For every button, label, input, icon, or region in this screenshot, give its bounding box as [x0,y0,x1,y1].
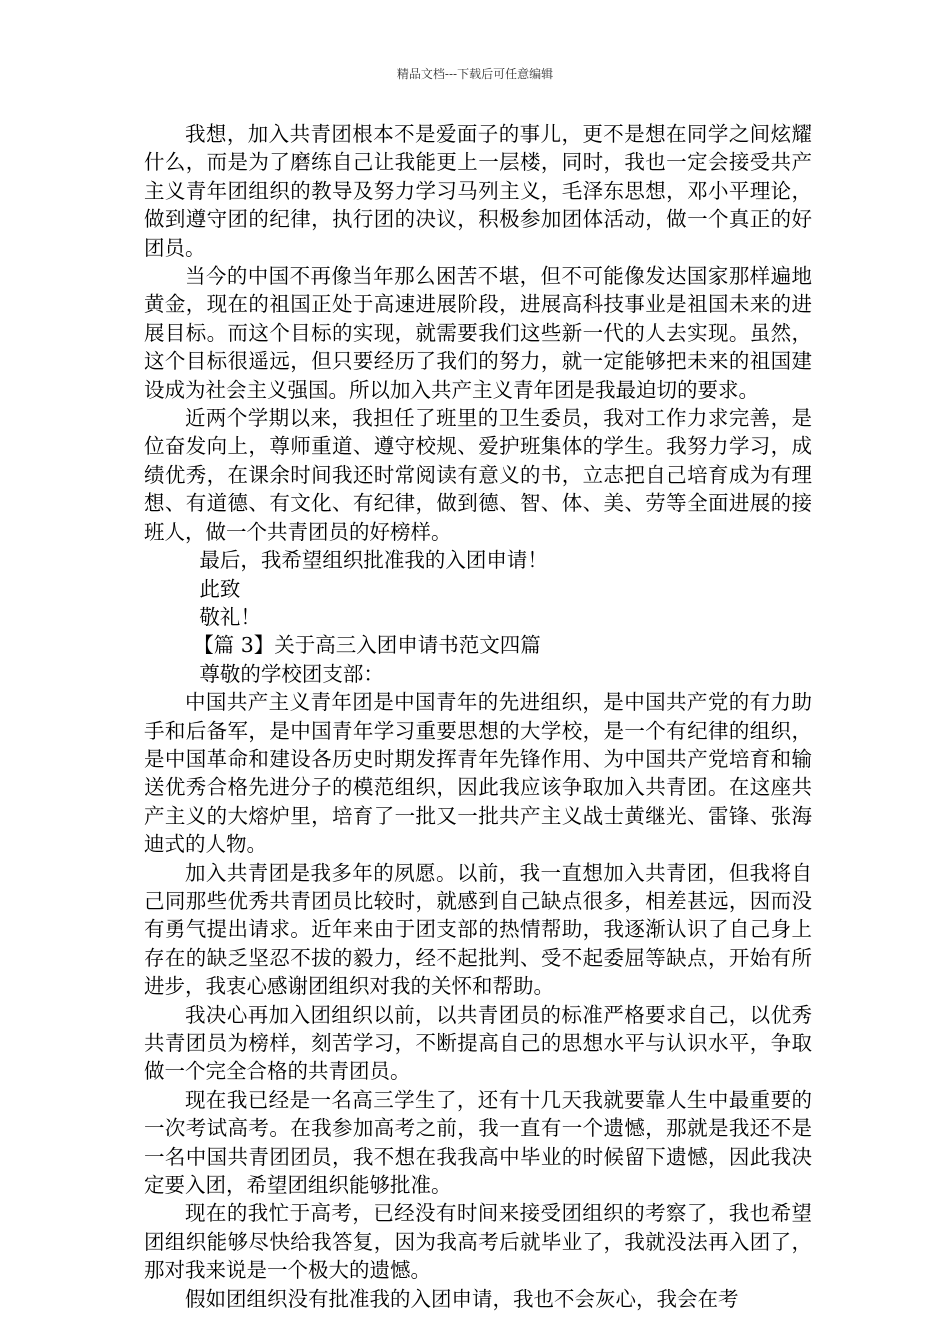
body-paragraph: 我决心再加入团组织以前，以共青团员的标准严格要求自己，以优秀共青团员为榜样，刻苦学习，不断提高自己的思想水平与认识水平，争取做一个完全合格的共青团员。 [144,1002,812,1084]
body-paragraph: 我想，加入共青团根本不是爱面子的事儿，更不是想在同学之间炫耀什么，而是为了磨练自己让我能更上一层楼，同时，我也一定会接受共产主义青年团组织的教导及努力学习马列主义，毛泽东思想，邓小平理论，做到遵守团的纪律，执行团的决议，积极参加团体活动，做一个真正的好团员。 [144,122,812,260]
body-paragraph: 假如团组织没有批准我的入团申请，我也不会灰心，我会在考 [185,1286,739,1311]
body-paragraph: 当今的中国不再像当年那么困苦不堪，但不可能像发达国家那样遍地黄金，现在的祖国正处于高速进展阶段，进展高科技事业是祖国未来的进展目标。而这个目标的实现，就需要我们这些新一代的人去实现。虽然，这个目标很遥远，但只要经历了我们的努力，就一定能够把未来的祖国建设成为社会主义强国。所以加入共产主义青年团是我最迫切的要求。 [144,264,812,402]
closing-line: 最后，我希望组织批准我的入团申请！ [199,548,548,573]
body-paragraph: 现在我已经是一名高三学生了，还有十几天我就要靠人生中最重要的一次考试高考。在我参加高考之前，我一直有一个遗憾，那就是我还不是一名中国共青团团员，我不想在我我高中毕业的时候留下遗憾，因此我决定要入团，希望团组织能够批准。 [144,1087,812,1198]
section-heading: 【篇 3】关于高三入团申请书范文四篇 [193,633,541,658]
addressee-line: 尊敬的学校团支部： [199,661,384,686]
document-body [144,120,812,1313]
body-paragraph: 近两个学期以来，我担任了班里的卫生委员，我对工作力求完善，是位奋发向上，尊师重道、遵守校规、爱护班集体的学生。我努力学习，成绩优秀，在课余时间我还时常阅读有意义的书，立志把自己培育成为有理想、有道德、有文化、有纪律，做到德、智、体、美、劳等全面进展的接班人，做一个共青团员的好榜样。 [144,406,812,544]
page-header: 精品文档---下载后可任意编辑 [396,67,554,81]
body-paragraph: 加入共青团是我多年的夙愿。以前，我一直想加入共青团，但我将自己同那些优秀共青团员比较时，就感到自己缺点很多，相差甚远，因而没有勇气提出请求。近年来由于团支部的热情帮助，我逐渐认识了自己身上存在的缺乏坚忍不拔的毅力，经不起批判、受不起委屈等缺点，开始有所进步，我衷心感谢团组织对我的关怀和帮助。 [144,860,812,999]
salutation-line: 敬礼！ [199,604,261,629]
salutation-line: 此致 [199,576,241,601]
body-paragraph: 中国共产主义青年团是中国青年的先进组织，是中国共产党的有力助手和后备军，是中国青年学习重要思想的大学校，是一个有纪律的组织，是中国革命和建设各历史时期发挥青年先锋作用、为中国共产党培育和输送优秀合格先进分子的模范组织，因此我应该争取加入共青团。在这座共产主义的大熔炉里，培育了一批又一批共产主义战士黄继光、雷锋、张海迪式的人物。 [144,690,812,857]
body-paragraph: 现在的我忙于高考，已经没有时间来接受团组织的考察了，我也希望团组织能够尽快给我答复，因为我高考后就毕业了，我就没法再入团了，那对我来说是一个极大的遗憾。 [144,1201,812,1283]
